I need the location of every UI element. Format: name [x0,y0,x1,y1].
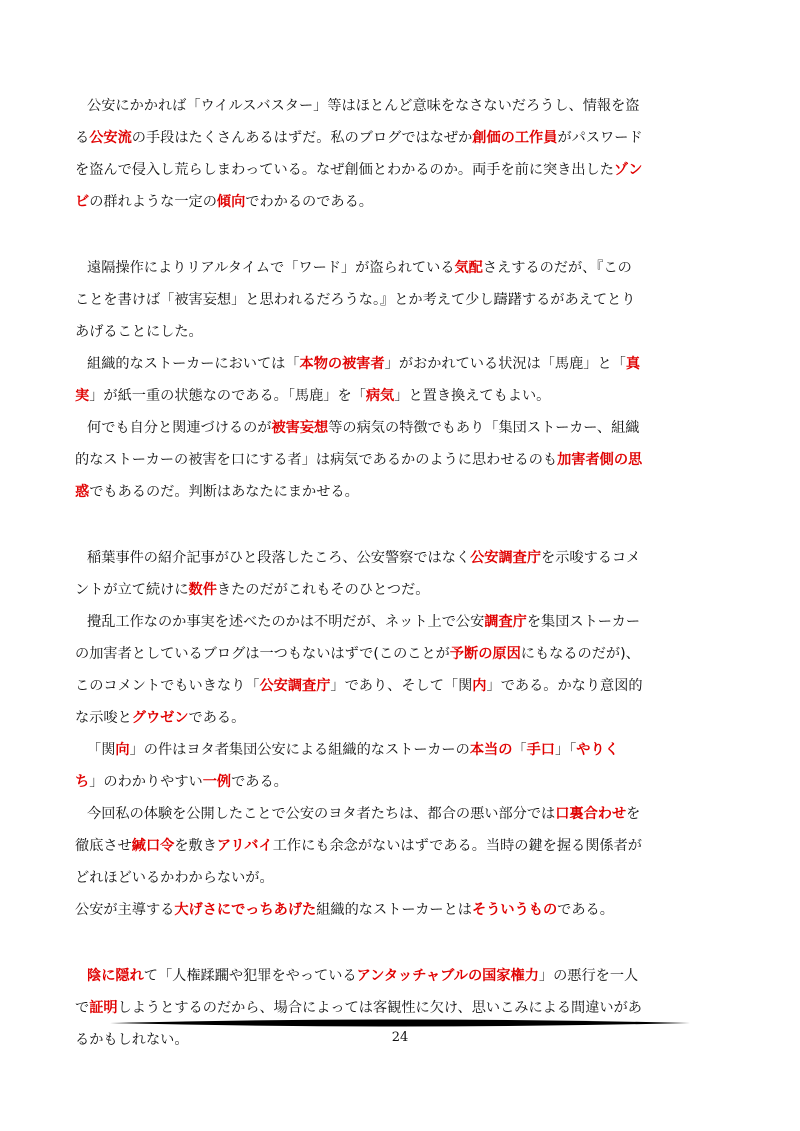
highlighted-text: 調査庁 [484,614,527,630]
text-line [75,766,725,798]
text-line [75,542,725,574]
body-text-segment: 等の病気の特徴でもあり「集団ストーカー、組織 [328,420,640,436]
body-text-segment: 遠隔操作によりリアルタイムで「ワード」が盗られている [87,260,455,276]
text-line [75,670,725,702]
text-line [75,830,725,862]
highlighted-text: 内 [472,678,487,694]
body-text-segment: 」のわかりやすい [89,774,203,790]
highlighted-text: 本物の被害者 [299,356,385,372]
body-text-segment: あげることにした。 [75,324,203,340]
text-line [75,574,725,606]
highlighted-text: 予断の原因 [449,646,521,662]
body-text-segment: どれほどいるかわからないが。 [75,870,274,886]
highlighted-text: 数件 [188,582,217,598]
body-text-segment: 工作にも余念がないはずである。当時の鍵を握る関係者が [272,838,642,854]
text-line [75,476,725,508]
highlighted-text: 被害妄想 [271,420,329,436]
body-text-segment: このコメントでもいきなり「 [75,678,260,694]
body-text-segment: でわかるのである。 [245,194,373,210]
paragraph-gap [75,218,725,252]
body-text-segment: て「人権蹂躙や犯罪をやっている [143,968,357,984]
text-line [75,862,725,894]
body-text-segment: るかもしれない。 [75,1032,189,1048]
text-line [75,606,725,638]
body-text-segment: 」の件はヨタ者集団公安による組織的なストーカーの [129,742,470,758]
body-text-segment: 」「 [554,742,577,758]
body-text-segment: 」が紙一重の状態なのである。「馬鹿」を「 [89,388,366,404]
highlighted-text: 緘口令 [131,838,175,854]
body-text-segment: さえするのだが、『この [482,260,632,276]
body-text-segment: る [75,130,90,146]
text-line [75,380,725,412]
body-text-segment: ントが立て続けに [75,582,189,598]
highlighted-text: 創価の工作員 [472,130,558,146]
highlighted-text: 公安調査庁 [470,550,542,566]
body-text-segment: 」であり、そして「関 [330,678,473,694]
highlighted-text: そういうもの [472,902,558,918]
text-line [75,90,725,122]
highlighted-text: 公安調査庁 [259,678,331,694]
body-text-segment: 何でも自分と関連づけるのが [87,420,272,436]
body-text-segment: である。 [188,710,246,726]
highlighted-text: グウゼン [131,710,189,726]
body-text [75,90,725,1056]
text-line [75,702,725,734]
highlighted-text: 惑 [75,484,90,500]
body-text-segment: の手段はたくさんあるはずだ。私のブログではなぜか [131,130,473,146]
body-text-segment: 稲葉事件の紹介記事がひと段落したころ、公安警察ではなく [87,550,471,566]
highlighted-text: 本当の [469,742,513,758]
text-line [75,798,725,830]
text-line [75,412,725,444]
footer-divider [110,1018,690,1028]
paragraph-gap [75,926,725,960]
text-line [75,348,725,380]
text-line [75,284,725,316]
text-line [75,894,725,926]
body-text-segment: 」の悪行を一人 [538,968,639,984]
body-text-segment: 」がおかれている状況は「馬鹿」と「 [384,356,626,372]
highlighted-text: 実 [75,388,90,404]
highlighted-text: 病気 [365,388,395,404]
body-text-segment: でもあるのだ。判断はあなたにまかせる。 [89,484,359,500]
body-text-segment: 今回私の体験を公開したことで公安のヨタ者たちは、都合の悪い部分では [87,806,556,822]
text-line [75,122,725,154]
body-text-segment: 公安が主導する [75,902,175,918]
body-text-segment: である。 [557,902,614,918]
body-text-segment: ことを書けば「被害妄想」と思われるだろうな。』とか考えて少し躊躇するがあえてとり [75,292,636,308]
highlighted-text: 証明 [89,1000,118,1016]
highlighted-text: アリバイ [216,838,273,854]
text-line [75,154,725,186]
highlighted-text: 公安流 [89,130,132,146]
highlighted-text: 手口 [526,742,555,758]
highlighted-text: 陰に隠れ [87,968,144,984]
body-text-segment: 組織的なストーカーにおいては「 [87,356,300,372]
body-text-segment: を敷き [174,838,217,854]
body-text-segment: 」である。かなり意図的 [486,678,643,694]
highlighted-text: ゾン [614,162,643,178]
text-line [75,186,725,218]
highlighted-text: 一例 [202,774,232,790]
body-text-segment: の加害者としているブログは一つもないはずで(このことが [75,646,450,662]
body-text-segment: を [626,806,641,822]
paragraph-gap [75,508,725,542]
body-text-segment: を示唆するコメ [541,550,641,566]
body-text-segment: にもなるのだが)、 [520,646,640,662]
highlighted-text: 真 [625,356,641,372]
highlighted-text: 口裏合わせ [555,806,627,822]
text-line [75,638,725,670]
body-text-segment: しようとするのだから、場合によっては客観性に欠け、思いこみによる間違いがあ [117,1000,642,1016]
body-text-segment: を集団ストーカー [526,614,641,630]
body-text-segment: 」と置き換えてもよい。 [394,388,551,404]
text-line [75,960,725,992]
body-text-segment: がパスワード [557,130,643,146]
highlighted-text: アンタッチャブルの国家権力 [356,968,539,984]
highlighted-text: 気配 [454,260,483,276]
highlighted-text: 加害者側の思 [557,452,643,468]
body-text-segment: で [75,1000,90,1016]
body-text-segment: 公安にかかれば「ウイルスバスター」等はほとんど意味をなさないだろうし、情報を盗 [87,98,640,114]
highlighted-text: やりく [576,742,619,758]
text-line [75,444,725,476]
body-text-segment: を盗んで侵入し荒らしまわっている。なぜ創価とわかるのか。両手を前に突き出した [75,162,614,178]
body-text-segment: 攪乱工作なのか事実を述べたのかは不明だが、ネット上で公安 [87,614,485,630]
text-line [75,316,725,348]
body-text-segment: 「関 [87,742,116,758]
body-text-segment: である。 [231,774,288,790]
body-text-segment: な示唆と [75,710,132,726]
highlighted-text: 傾向 [216,194,246,210]
highlighted-text: 大げさにでっちあげた [174,902,317,918]
body-text-segment: 組織的なストーカーとは [316,902,472,918]
highlighted-text: ち [75,774,90,790]
text-line [75,252,725,284]
body-text-segment: の群れような一定の [89,194,217,210]
body-text-segment: 徹底させ [75,838,132,854]
tapered-rule-shape [110,1020,690,1027]
body-text-segment: きたのだがこれもそのひとつだ。 [216,582,430,598]
text-line [75,734,725,766]
highlighted-text: 向 [115,742,130,758]
body-text-segment: 「 [512,742,527,758]
body-text-segment: 的なストーカーの被害を口にする者」は病気であるかのように思わせるのも [75,452,558,468]
page-number: 24 [391,1030,409,1045]
highlighted-text: ビ [75,194,90,210]
